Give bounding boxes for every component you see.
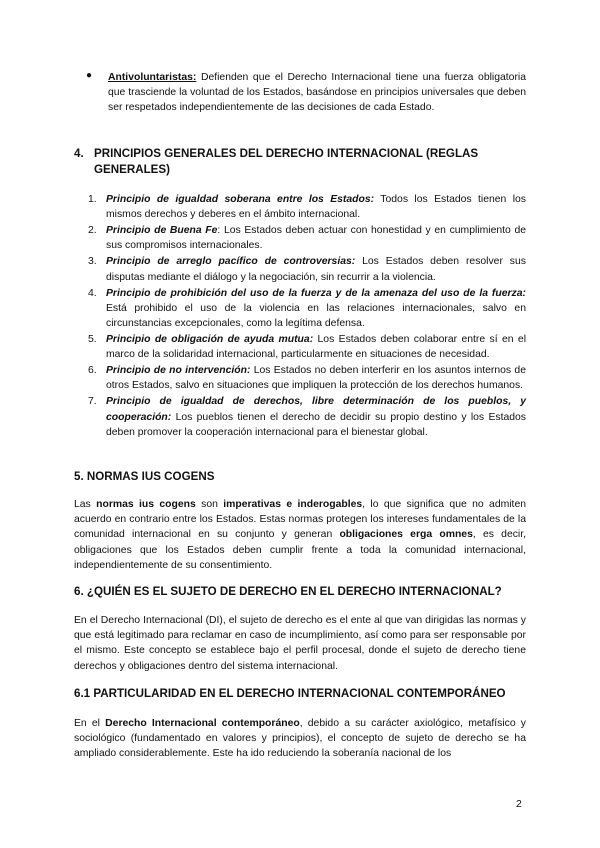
s5-text-mid: , lo que significa que no admiten acuerdo en contrario entre los Estados. Estas normas protegen los intereses fundamentales de la comunidad internacional en su conjunto y generan bbox=[74, 499, 527, 541]
s5-text-son: son bbox=[195, 499, 224, 510]
principle-number: 6. bbox=[88, 365, 97, 377]
principle-text: Los pueblos tienen el derecho de decidir su propio destino y los Estados deben promover la cooperación internacional para el bienestar global. bbox=[106, 411, 526, 438]
principle-item bbox=[74, 223, 526, 253]
principle-text: Los Estados no deben interferir en los asuntos internos de otros Estados, salvo en situaciones que impliquen la protección de los derechos humanos. bbox=[106, 365, 526, 392]
principle-term: Principio de arreglo pacífico de controversias: bbox=[106, 256, 356, 268]
s5-bold-imperativas: imperativas e inderogables bbox=[223, 499, 363, 510]
section-6-1-heading: 6.1 PARTICULARIDAD EN EL DERECHO INTERNACIONAL CONTEMPORÁNEO bbox=[74, 687, 506, 700]
principle-number: 5. bbox=[88, 334, 97, 346]
page-number: 2 bbox=[516, 799, 522, 810]
section-6-paragraph: En el Derecho Internacional (DI), el sujeto de derecho es el ente al que van dirigidas las normas y que está legitimado para reclamar en caso de incumplimiento, así como para ser responsable por el mismo. Este concepto se establece bajo el perfil procesal, donde el sujeto de derecho tiene derechos y obligaciones dentro del sistema internacional. bbox=[74, 615, 526, 672]
principle-item bbox=[74, 286, 526, 332]
bullet-antivoluntaristas bbox=[86, 70, 526, 116]
principle-item bbox=[74, 254, 526, 284]
s61-text-start: En el bbox=[74, 718, 106, 729]
principle-number: 1. bbox=[88, 194, 97, 205]
s61-text-end: , debido a su carácter axiológico, metafísico y sociológico (fundamentado en valores y principios), el concepto de sujeto de derecho se ha ampliado considerablemente. Este ha ido reduciendo la soberanía nacional de los bbox=[74, 718, 526, 760]
section-5-heading: 5. NORMAS IUS COGENS bbox=[74, 470, 215, 483]
section-4-title: PRINCIPIOS GENERALES DEL DERECHO INTERNACIONAL (REGLAS GENERALES) bbox=[94, 147, 479, 176]
principle-item bbox=[74, 332, 526, 362]
principle-term: Principio de Buena Fe bbox=[106, 225, 218, 237]
principle-text: Los Estados deben resolver sus disputas mediante el diálogo y la negociación, sin recurrir a la violencia. bbox=[106, 256, 526, 283]
bullet-dot-icon: ● bbox=[86, 70, 93, 81]
principle-term: Principio de igualdad soberana entre los Estados: bbox=[106, 194, 375, 205]
principle-item bbox=[74, 394, 526, 440]
s5-text-las: Las bbox=[74, 499, 97, 510]
principle-number: 7. bbox=[88, 396, 97, 408]
principle-term: Principio de igualdad de derechos, libre determinación de los pueblos, y cooperación: bbox=[106, 396, 526, 423]
section-6-1-paragraph bbox=[74, 716, 526, 762]
s5-text-end: , es decir, obligaciones que los Estados deben cumplir frente a toda la comunidad internacional, independientemente de su consentimiento. bbox=[74, 529, 526, 571]
s61-bold-term: Derecho Internacional contemporáneo bbox=[105, 718, 300, 729]
section-4-number: 4. bbox=[74, 147, 84, 160]
section-6-heading: 6. ¿QUIÉN ES EL SUJETO DE DERECHO EN EL DERECHO INTERNACIONAL? bbox=[74, 585, 502, 598]
principles-list bbox=[74, 192, 526, 441]
principle-number: 4. bbox=[88, 287, 97, 299]
principle-number: 3. bbox=[88, 256, 97, 268]
section-5-paragraph bbox=[74, 497, 526, 573]
principle-term: Principio de prohibición del uso de la fuerza y de la amenaza del uso de la fuerza: bbox=[106, 287, 526, 299]
principle-text: : Los Estados deben actuar con honestidad y en cumplimiento de sus compromisos internacionales. bbox=[106, 225, 526, 252]
principle-term: Principio de no intervención: bbox=[106, 365, 251, 377]
bullet-text: Defienden que el Derecho Internacional tiene una fuerza obligatoria que trasciende la voluntad de los Estados, basándose en principios universales que deben ser respetados independientemente de las decisiones de cada Estado. bbox=[108, 72, 526, 114]
principle-item bbox=[74, 192, 526, 222]
s5-bold-normas: normas ius cogens bbox=[96, 499, 196, 510]
bullet-paragraph bbox=[108, 70, 526, 116]
principle-text: Los Estados deben colaborar entre sí en el marco de la solidaridad internacional, particularmente en situaciones de necesidad. bbox=[106, 334, 526, 361]
s5-bold-obligaciones: obligaciones erga omnes bbox=[339, 529, 473, 541]
bullet-term: Antivoluntaristas: bbox=[108, 72, 197, 83]
principle-text: Todos los Estados tienen los mismos derechos y deberes en el ámbito internacional. bbox=[106, 194, 526, 221]
principle-term: Principio de obligación de ayuda mutua: bbox=[106, 334, 314, 346]
principle-number: 2. bbox=[88, 225, 97, 237]
section-4-heading bbox=[74, 146, 532, 178]
principle-text: Está prohibido el uso de la violencia en las relaciones internacionales, salvo en circunstancias excepcionales, como la legítima defensa. bbox=[106, 302, 526, 330]
principle-item bbox=[74, 363, 526, 393]
